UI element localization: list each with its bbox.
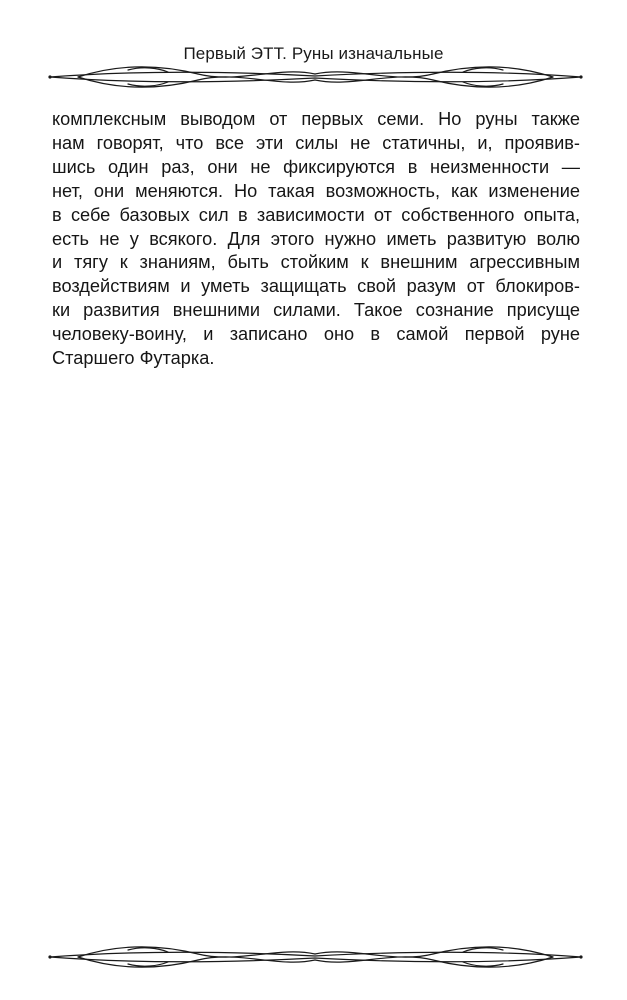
text-line: в себе базовых сил в зависимости от собственного опыта, <box>52 204 580 225</box>
text-line: есть не у всякого. Для этого нужно иметь развитую волю <box>52 228 580 249</box>
text-line: ки развития внешними силами. Такое сознание присуще <box>52 300 580 321</box>
text-line: человеку-воину, и записано оно в самой первой руне <box>52 324 580 345</box>
body-paragraph <box>52 108 580 371</box>
text-line: нам говорят, что все эти силы не статичны, и, проявив- <box>52 132 580 153</box>
text-line: воздействиям и уметь защищать свой разум от блокиров- <box>52 276 580 297</box>
running-head: Первый ЭТТ. Руны изначальные <box>183 44 444 63</box>
text-line: комплексным выводом от первых семи. Но руны также <box>52 109 580 129</box>
text-line: шись один раз, они не фиксируются в неизменности — <box>52 156 580 177</box>
text-line: и тягу к знаниям, быть стойким к внешним агрессивным <box>52 252 580 273</box>
text-line: Старшего Футарка. <box>52 348 215 369</box>
flourish-divider-bottom-icon <box>48 942 583 972</box>
flourish-divider-top-icon <box>48 62 583 92</box>
text-line: нет, они меняются. Но такая возможность, как изменение <box>52 180 580 201</box>
